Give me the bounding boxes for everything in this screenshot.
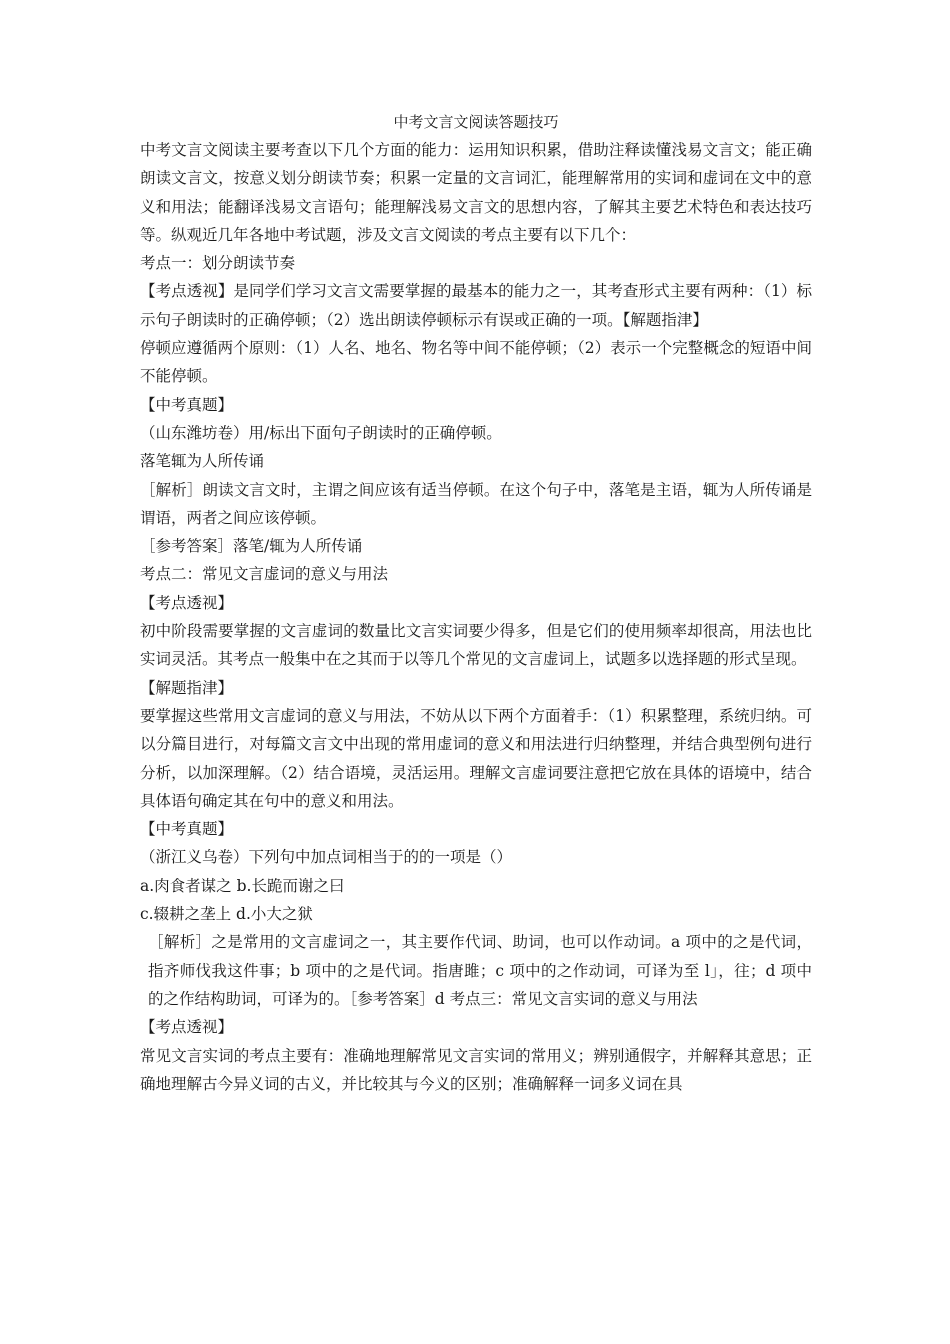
paragraph: 要掌握这些常用文言虚词的意义与用法，不妨从以下两个方面着手：（1）积累整理，系统归纳。可以分篇目进行，对每篇文言文中出现的常用虚词的意义和用法进行归纳整理，并结合典型例句进行分析，以加深理解。（2）结合语境，灵活运用。理解文言虚词要注意把它放在具体的语境中，结合具体语句确定其在句中的意义和用法。 [140,706,812,810]
question-paragraph: （浙江义乌卷）下列句中加点词相当于的的一项是（） [140,848,513,867]
analysis-paragraph: ［解析］之是常用的文言虚词之一，其主要作代词、助词，也可以作动词。a 项中的之是代词，指齐师伐我这件事；b 项中的之是代词。指唐雎；c 项中的之作动词，可译为至 l」，往；d 项中的之作结构助词，可译为的。［参考答案］d 考点三：常见文言实词的意义与用法 [148,933,812,1008]
example-sentence: 落笔辄为人所传诵 [140,452,265,471]
option-line: a.肉食者谋之 b.长跪而谢之曰 [140,876,345,895]
section-heading-1: 考点一：划分朗读节奏 [140,254,296,273]
paragraph: 初中阶段需要掌握的文言虚词的数量比文言实词要少得多，但是它们的使用频率却很高，用法也比实词灵活。其考点一般集中在之其而于以等几个常见的文言虚词上，试题多以选择题的形式呈现。 [140,622,812,669]
analysis-paragraph: ［解析］朗读文言文时，主谓之间应该有适当停顿。在这个句子中，落笔是主语，辄为人所传诵是谓语，两者之间应该停顿。 [140,480,812,527]
document-title: 中考文言文阅读答题技巧 [393,113,559,131]
paragraph: 【考点透视】是同学们学习文言文需要掌握的最基本的能力之一，其考查形式主要有两种：（1）标示句子朗读时的正确停顿；（2）选出朗读停顿标示有误或正确的一项。【解题指津】 [140,282,812,329]
label-paragraph: 【中考真题】 [140,395,234,414]
option-line: c.辍耕之垄上 d.小大之狱 [140,905,313,924]
intro-paragraph: 中考文言文阅读主要考查以下几个方面的能力：运用知识积累，借助注释读懂浅易文言文；能正确朗读文言文，按意义划分朗读节奏；积累一定量的文言词汇，能理解常用的实词和虚词在文中的意义和用法；能翻译浅易文言语句；能理解浅易文言文的思想内容，了解其主要艺术特色和表达技巧等。纵观近几年各地中考试题，涉及文言文阅读的考点主要有以下几个： [140,141,812,244]
paragraph: （山东潍坊卷）用/标出下面句子朗读时的正确停顿。 [140,423,502,442]
label-paragraph: 【考点透视】 [140,593,234,612]
paragraph: 停顿应遵循两个原则：（1）人名、地名、物名等中间不能停顿；（2）表示一个完整概念的短语中间不能停顿。 [140,339,812,386]
paragraph: 常见文言实词的考点主要有：准确地理解常见文言实词的常用义；辨别通假字，并解释其意思；正确地理解古今异义词的古义，并比较其与今义的区别；准确解释一词多义词在具 [140,1046,812,1093]
section-heading-2: 考点二：常见文言虚词的意义与用法 [140,565,389,584]
answer-paragraph: ［参考答案］落笔/辄为人所传诵 [140,537,363,556]
document-page [140,108,812,1098]
label-paragraph: 【中考真题】 [140,820,234,839]
label-paragraph: 【考点透视】 [140,1018,234,1037]
label-paragraph: 【解题指津】 [140,678,234,697]
